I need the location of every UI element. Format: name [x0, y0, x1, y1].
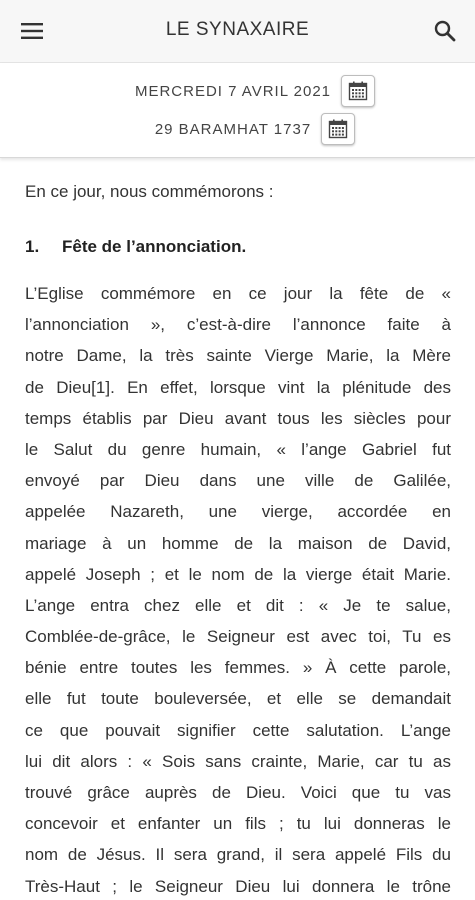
text-line: appelé Joseph ; et le nom de la vierge était Marie. — [25, 564, 451, 584]
text-line: notre Dame, la très sainte Vierge Marie, la Mère — [25, 346, 451, 366]
text-line: L’Eglise commémore en ce jour la fête de « — [25, 284, 451, 303]
text-line: le Salut du genre humain, « l’ange Gabriel fut — [25, 439, 451, 459]
text-line: L’ange entra chez elle et dit : « Je te salue, — [25, 595, 451, 615]
app-title: LE SYNAXAIRE — [165, 19, 310, 40]
calendar-icon — [328, 119, 348, 139]
coptic-date-row — [35, 113, 475, 145]
text-line: de Dieu[1]. En effet, lorsque vint la plénitude des — [25, 377, 451, 397]
text-line: ce que pouvait signifier cette salutation. L’ange — [25, 720, 451, 740]
search-icon — [434, 20, 456, 42]
text-line: mariage à un homme de la maison de David, — [25, 533, 451, 553]
section-title: Fête de l’annonciation. — [62, 237, 247, 256]
text-line: elle fut toute bouleversée, et elle se demandait — [25, 689, 451, 709]
text-line: l’annonciation », c’est-à-dire l’annonce faite à — [25, 315, 451, 335]
text-line: bénie entre toutes les femmes. » À cette parole, — [25, 658, 451, 678]
calendar-icon — [348, 81, 368, 101]
text-line: nom de Jésus. Il sera grand, il sera appelé Fils du — [25, 845, 451, 865]
section-number: 1. — [25, 237, 40, 256]
text-line: concevoir et enfanter un fils ; tu lui donneras le — [25, 814, 451, 834]
text-line: Très-Haut ; le Seigneur Dieu lui donnera le trône — [25, 876, 451, 896]
coptic-date: 29 BARAMHAT 1737 — [154, 120, 312, 138]
intro-text: En ce jour, nous commémorons : — [25, 182, 274, 201]
search-button[interactable] — [429, 15, 461, 47]
text-line: trouvé grâce auprès de Dieu. Voici que tu vas — [25, 783, 451, 802]
gregorian-date-row — [35, 75, 475, 107]
date-selector — [0, 63, 475, 158]
section-body — [25, 278, 451, 900]
text-line: envoyé par Dieu dans une ville de Galilée, — [25, 471, 451, 491]
coptic-calendar-button[interactable] — [321, 113, 355, 145]
text-line: appelée Nazareth, une vierge, accordée en — [25, 502, 451, 522]
synaxarium-text — [25, 178, 451, 900]
text-line: temps établis par Dieu avant tous les siècles pour — [25, 408, 451, 428]
gregorian-calendar-button[interactable] — [341, 75, 375, 107]
text-line: Comblée-de-grâce, le Seigneur est avec toi, Tu es — [25, 627, 451, 647]
section-heading — [25, 233, 451, 261]
app-bar — [0, 0, 475, 63]
gregorian-date: MERCREDI 7 AVRIL 2021 — [134, 82, 332, 100]
text-line: lui dit alors : « Sois sans crainte, Marie, car tu as — [25, 751, 451, 771]
